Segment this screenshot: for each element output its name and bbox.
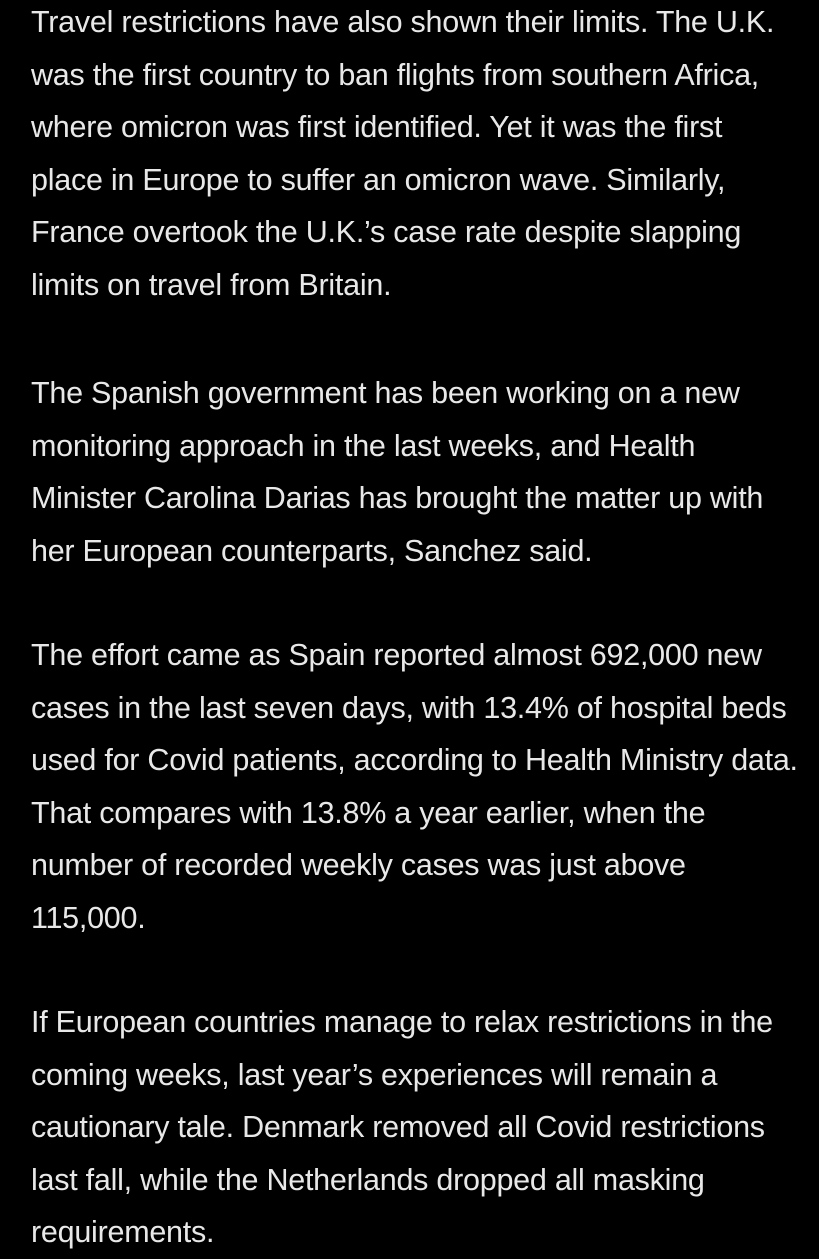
article-paragraph-european-restrictions: If European countries manage to relax restrictions in the coming weeks, last year’s experiences will remain a cautionary tale. Denmark removed all Covid restrictions last fall, while the Netherlands dropped all masking requirements. (31, 1005, 773, 1249)
article-paragraph-spanish-government: The Spanish government has been working on a new monitoring approach in the last weeks, and Health Minister Carolina Darias has brought the matter up with her European counterparts, Sanchez said. (31, 376, 764, 568)
article-paragraph-travel-restrictions: Travel restrictions have also shown their limits. The U.K. was the first country to ban flights from southern Africa, where omicron was first identified. Yet it was the first place in Europe to suffer an omicron wave. Similarly, France overtook the U.K.’s case rate despite slapping limits on travel from Britain. (31, 5, 775, 302)
article-paragraph-spain-cases: The effort came as Spain reported almost 692,000 new cases in the last seven days, with 13.4% of hospital beds used for Covid patients, according to Health Ministry data. That compares with 13.8% a year earlier, when the number of recorded weekly cases was just above 115,000. (31, 638, 798, 935)
